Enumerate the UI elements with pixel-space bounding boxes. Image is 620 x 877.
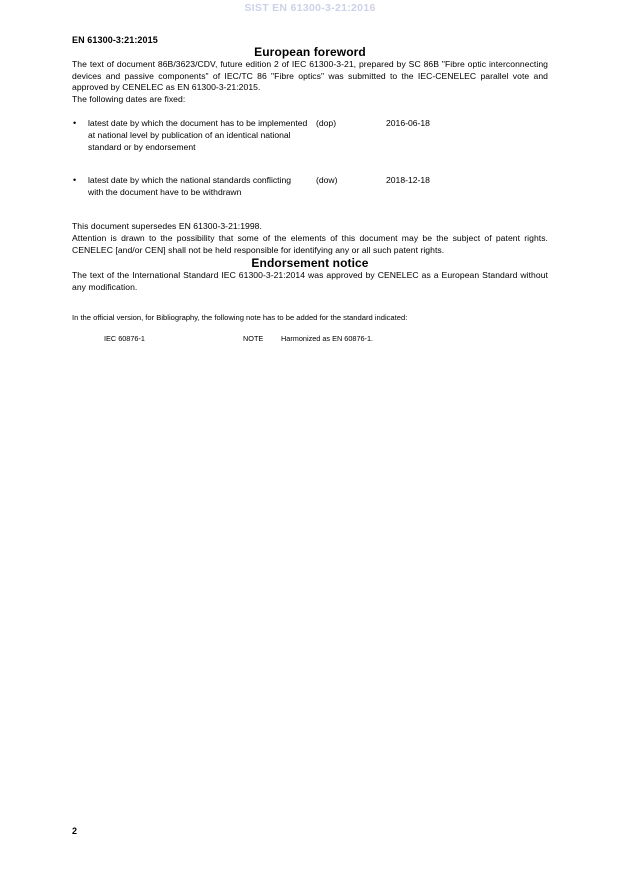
bibliography-lead-in: In the official version, for Bibliography, the following note has to be added for the standard indicated: [72, 313, 408, 323]
running-header: SIST EN 61300-3-21:2016 [244, 2, 376, 14]
foreword-intro-paragraph: The text of document 86B/3623/CDV, future edition 2 of IEC 61300-3-21, prepared by SC 86B "Fibre optic interconnecting devices and passive components" of IEC/TC 86 "Fibre optics" was submitted to the IEC-CENELEC parallel vote and approved by CENELEC as EN 61300-3-21:2015. [72, 59, 548, 93]
list-item [72, 175, 548, 211]
fixed-dates-list [72, 118, 548, 211]
patent-rights-paragraph: Attention is drawn to the possibility that some of the elements of this document may be the subject of patent rights. CENELEC [and/or CEN] shall not be held responsible for identifying any or all such patent rights. [72, 232, 548, 255]
bibliography-note-label: NOTE [243, 333, 264, 343]
bibliography-note-text: Harmonized as EN 60876-1. [281, 333, 374, 343]
page-number: 2 [72, 826, 78, 836]
bibliography-reference: IEC 60876-1 [104, 333, 145, 343]
date-description: latest date by which the national standards conflicting with the document have to be withdrawn [88, 175, 292, 197]
bibliography-entry [72, 334, 548, 346]
bullet-icon: • [73, 118, 77, 129]
date-value: 2018-12-18 [386, 175, 430, 186]
endorsement-paragraph: The text of the International Standard IEC 61300-3-21:2014 was approved by CENELEC as a European Standard without any modification. [72, 270, 548, 292]
date-code: (dow) [316, 175, 338, 186]
document-reference: EN 61300-3:21:2015 [72, 35, 158, 45]
bullet-icon: • [73, 175, 77, 186]
dates-lead-in: The following dates are fixed: [72, 93, 186, 104]
supersedes-paragraph: This document supersedes EN 61300-3-21:1998. [72, 221, 262, 232]
european-foreword-heading: European foreword [254, 45, 366, 59]
page-content [72, 0, 548, 346]
list-item [72, 118, 548, 165]
date-code: (dop) [316, 118, 337, 129]
date-description: latest date by which the document has to be implemented at national level by publication of an identical national standard or by endorsement [88, 118, 308, 152]
endorsement-notice-heading: Endorsement notice [251, 256, 369, 271]
date-value: 2016-06-18 [386, 118, 430, 129]
